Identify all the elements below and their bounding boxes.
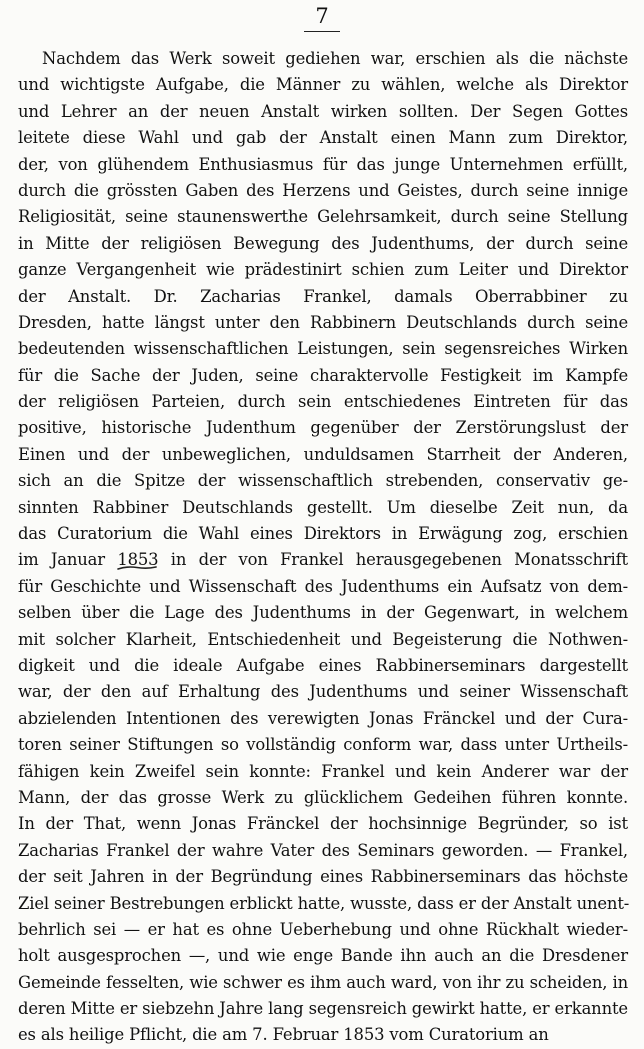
text-line: durch die grössten Gaben des Herzens und Geistes, durch seine innige <box>18 180 628 200</box>
text-line: für die Sache der Juden, seine charaktervolle Festigkeit im Kampfe <box>18 365 628 385</box>
text-line: Gemeinde fesselten, wie schwer es ihm auch ward, von ihr zu scheiden, in <box>18 972 628 992</box>
text-line: Religiosität, seine staunenswerthe Gelehrsamkeit, durch seine Stellung <box>18 207 628 227</box>
text-line: positive, historische Judenthum gegenüber der Zerstörungslust der <box>18 418 628 438</box>
text-line: der, von glühendem Enthusiasmus für das junge Unternehmen erfüllt, <box>18 154 628 174</box>
text-line: Dresden, hatte längst unter den Rabbinern Deutschlands durch seine <box>18 312 628 332</box>
body-text <box>18 46 628 1049</box>
text-line: bedeutenden wissenschaftlichen Leistungen, sein segensreiches Wirken <box>18 339 628 359</box>
text-line: Ziel seiner Bestrebungen erblickt hatte, wusste, dass er der Anstalt unent- <box>18 893 630 913</box>
text-line: fähigen kein Zweifel sein konnte: Frankel und kein Anderer war der <box>18 761 628 781</box>
text-line: digkeit und die ideale Aufgabe eines Rabbinerseminars dargestellt <box>18 655 628 675</box>
text-line: mit solcher Klarheit, Entschiedenheit und Begeisterung die Nothwen- <box>18 629 628 649</box>
text-line: das Curatorium die Wahl eines Direktors in Erwägung zog, erschien <box>18 524 628 544</box>
text-line: der religiösen Parteien, durch sein entschiedenes Eintreten für das <box>18 392 628 412</box>
text-line: Einen und der unbeweglichen, unduldsamen Starrheit der Anderen, <box>18 444 628 464</box>
text-line: der seit Jahren in der Begründung eines Rabbinerseminars das höchste <box>18 867 628 887</box>
text-line: Mann, der das grosse Werk zu glücklichem Gedeihen führen konnte. <box>18 787 628 807</box>
text-line: sinnten Rabbiner Deutschlands gestellt. Um dieselbe Zeit nun, da <box>18 497 628 517</box>
text-line: In der That, wenn Jonas Fränckel der hochsinnige Begründer, so ist <box>18 814 628 834</box>
text-line: es als heilige Pflicht, die am 7. Februar 1853 vom Curatorium an <box>18 1025 549 1045</box>
text-line: und wichtigste Aufgabe, die Männer zu wählen, welche als Direktor <box>18 75 628 95</box>
text-line: ganze Vergangenheit wie prädestinirt schien zum Leiter und Direktor <box>18 260 628 280</box>
text-line: leitete diese Wahl und gab der Anstalt einen Mann zum Direktor, <box>18 128 628 148</box>
text-line: der Anstalt. Dr. Zacharias Frankel, damals Oberrabbiner zu <box>18 286 628 306</box>
text-line: abzielenden Intentionen des verewigten Jonas Fränckel und der Cura- <box>18 708 628 728</box>
text-line: deren Mitte er siebzehn Jahre lang segensreich gewirkt hatte, er erkannte <box>18 999 628 1019</box>
handwritten-underline <box>117 564 157 572</box>
text-line: behrlich sei — er hat es ohne Ueberhebung und ohne Rückhalt wieder- <box>18 919 628 939</box>
page-number-rule <box>304 31 340 32</box>
text-line: holt ausgesprochen —, und wie enge Bande ihn auch an die Dresdener <box>18 946 628 966</box>
text-line: in Mitte der religiösen Bewegung des Judenthums, der durch seine <box>18 233 628 253</box>
page-number: 7 <box>315 4 329 28</box>
text-line: im Januar 1853 in der von Frankel herausgegebenen Monatsschrift <box>18 550 628 570</box>
text-line: für Geschichte und Wissenschaft des Judenthums ein Aufsatz von dem- <box>18 576 628 596</box>
text-line: sich an die Spitze der wissenschaftlich strebenden, conservativ ge- <box>18 471 628 491</box>
text-line: war, der den auf Erhaltung des Judenthums und seiner Wissenschaft <box>18 682 628 702</box>
text-line: toren seiner Stiftungen so vollständig conform war, dass unter Urtheils- <box>18 735 628 755</box>
text-line: Zacharias Frankel der wahre Vater des Seminars geworden. — Frankel, <box>18 840 628 860</box>
text-line: und Lehrer an der neuen Anstalt wirken sollten. Der Segen Gottes <box>18 101 628 121</box>
text-line: Nachdem das Werk soweit gediehen war, erschien als die nächste <box>42 49 628 68</box>
text-line: selben über die Lage des Judenthums in der Gegenwart, in welchem <box>18 603 628 623</box>
